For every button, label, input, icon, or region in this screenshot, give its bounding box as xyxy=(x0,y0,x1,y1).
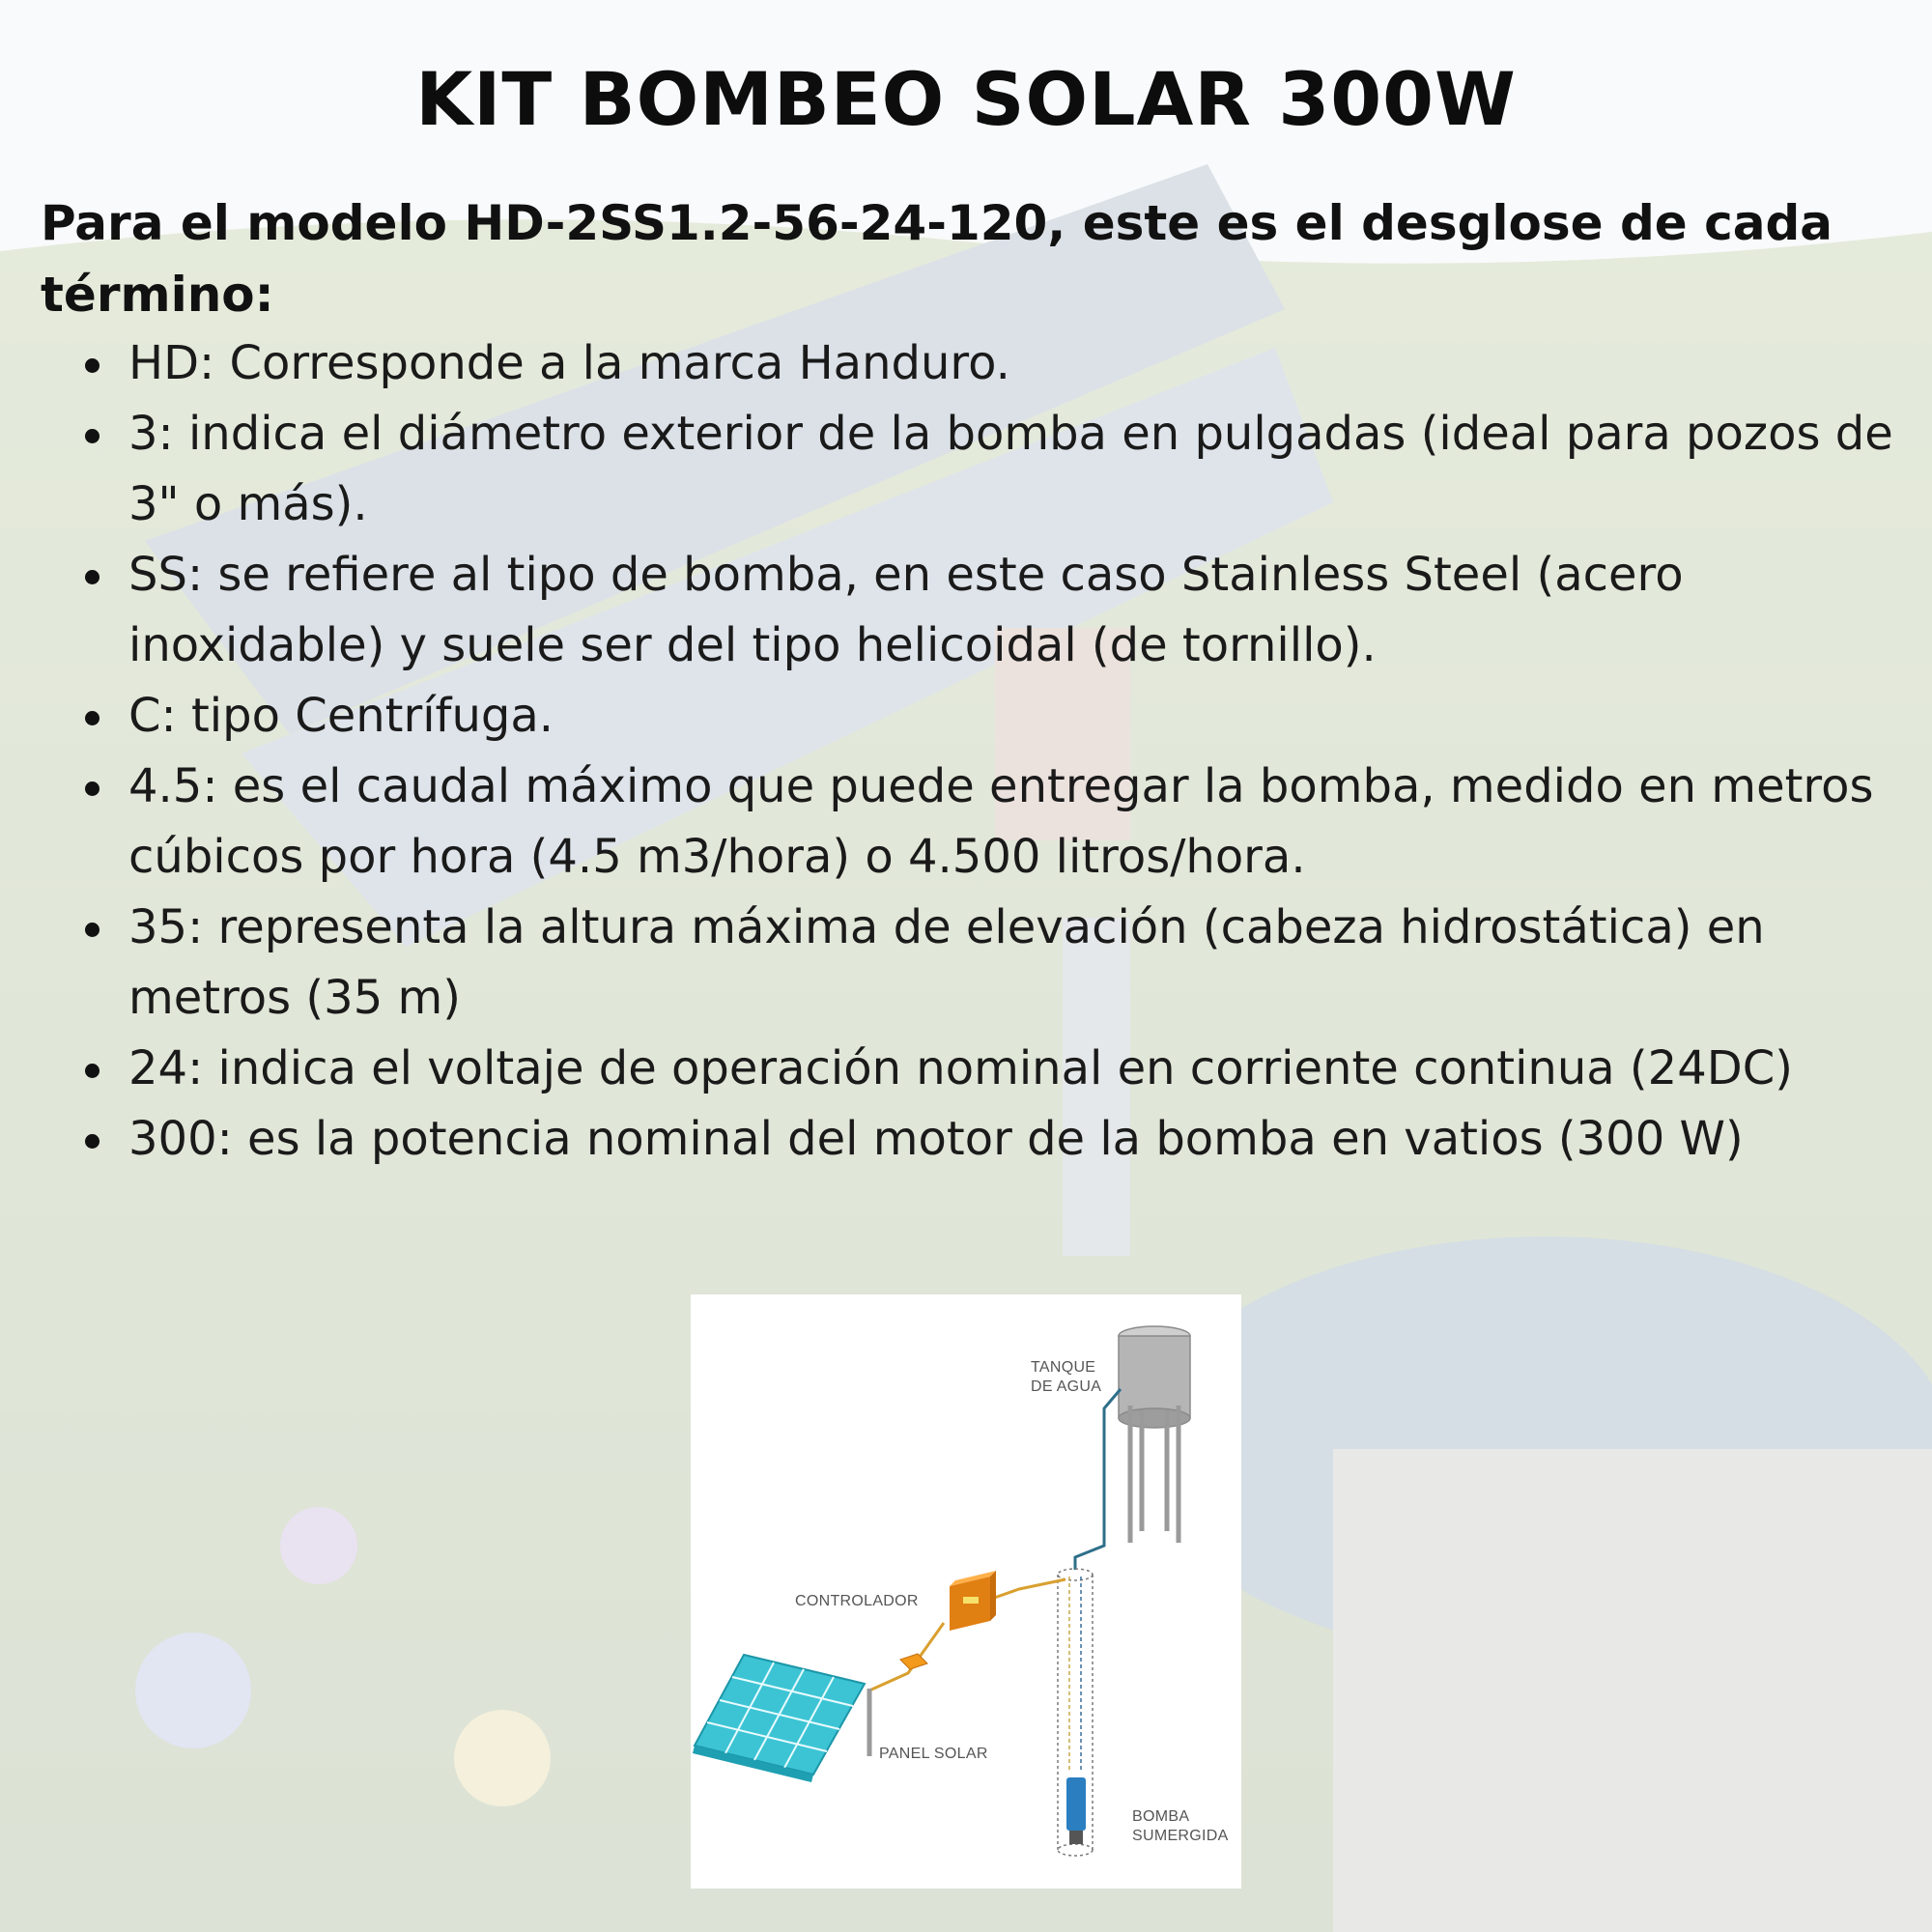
term-item-voltage: 24: indica el voltaje de operación nominal en corriente continua (24DC) xyxy=(128,1034,1893,1104)
water-tank-icon xyxy=(1119,1326,1190,1543)
tank-label-line2: DE AGUA xyxy=(1031,1378,1102,1395)
term-item-flow: 4.5: es el caudal máximo que puede entregar la bomba, medido en metros cúbicos por hora (4.5 m3/hora) o 4.500 litros/hora. xyxy=(128,752,1893,893)
pump-label-line2: SUMERGIDA xyxy=(1132,1828,1229,1844)
tank-label-line1: TANQUE xyxy=(1031,1359,1096,1376)
panel-label: PANEL SOLAR xyxy=(879,1746,988,1762)
terms-list xyxy=(0,328,1932,1175)
pump-label-line1: BOMBA xyxy=(1132,1808,1190,1825)
submersible-pump-icon xyxy=(1066,1777,1086,1844)
term-item-power: 300: es la potencia nominal del motor de la bomba en vatios (300 W) xyxy=(128,1104,1893,1175)
controller-icon xyxy=(950,1571,996,1631)
junction-box-icon xyxy=(900,1654,927,1669)
water-pipe xyxy=(1075,1389,1121,1570)
page-title: KIT BOMBEO SOLAR 300W xyxy=(415,56,1517,142)
term-item-hd: HD: Corresponde a la marca Handuro. xyxy=(128,328,1893,399)
term-item-head: 35: representa la altura máxima de elevación (cabeza hidrostática) en metros (35 m) xyxy=(128,893,1893,1034)
panel-cable xyxy=(869,1623,944,1690)
solar-panel-icon xyxy=(693,1655,869,1782)
term-item-ss: SS: se refiere al tipo de bomba, en este caso Stainless Steel (acero inoxidable) y suele ser del tipo helicoidal (de tornillo). xyxy=(128,540,1893,681)
pump-system-diagram xyxy=(691,1294,1241,1889)
intro-text: Para el modelo HD-2SS1.2-56-24-120, este es el desglose de cada término: xyxy=(41,195,1833,323)
term-item-diameter: 3: indica el diámetro exterior de la bomba en pulgadas (ideal para pozos de 3" o más). xyxy=(128,399,1893,540)
term-item-centrifugal: C: tipo Centrífuga. xyxy=(128,681,1893,752)
controller-label: CONTROLADOR xyxy=(795,1593,919,1609)
